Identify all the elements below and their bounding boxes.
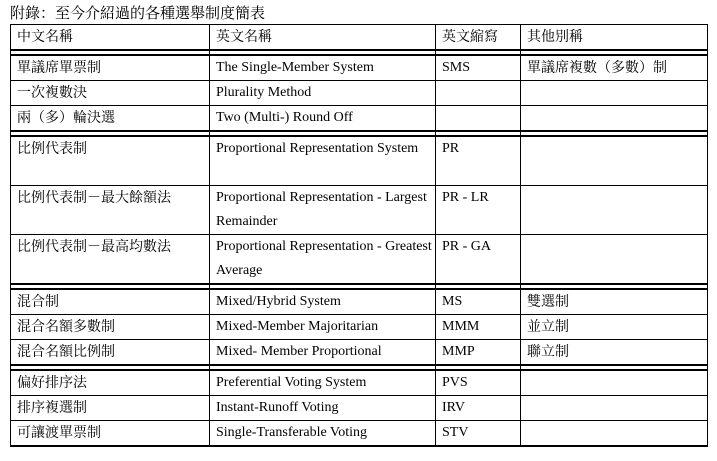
cell-alias <box>521 81 708 106</box>
cell-english-name: Mixed/Hybrid System <box>210 289 436 315</box>
header-chinese-name: 中文名稱 <box>11 25 210 51</box>
table-row <box>11 81 708 106</box>
cell-english-name: The Single-Member System <box>210 55 436 81</box>
cell-english-name: Proportional Representation - Greatest Average <box>210 235 436 285</box>
cell-alias <box>521 396 708 421</box>
table-row <box>11 421 708 447</box>
table-row <box>11 289 708 315</box>
cell-chinese-name: 混合制 <box>11 289 210 315</box>
cell-english-name: Proportional Representation - Largest Remainder <box>210 186 436 235</box>
cell-abbreviation <box>436 106 521 132</box>
table-row <box>11 370 708 396</box>
cell-english-name: Two (Multi-) Round Off <box>210 106 436 132</box>
cell-abbreviation: MMM <box>436 315 521 340</box>
table-row <box>11 55 708 81</box>
cell-chinese-name: 混合名額比例制 <box>11 340 210 366</box>
table-row <box>11 106 708 132</box>
cell-abbreviation: SMS <box>436 55 521 81</box>
cell-english-name: Preferential Voting System <box>210 370 436 396</box>
cell-abbreviation: STV <box>436 421 521 447</box>
cell-abbreviation: MS <box>436 289 521 315</box>
cell-abbreviation: MMP <box>436 340 521 366</box>
cell-english-name: Mixed-Member Majoritarian <box>210 315 436 340</box>
header-english-name: 英文名稱 <box>210 25 436 51</box>
cell-alias: 單議席複數（多數）制 <box>521 55 708 81</box>
cell-alias: 並立制 <box>521 315 708 340</box>
table-row <box>11 396 708 421</box>
cell-abbreviation: PR - GA <box>436 235 521 285</box>
cell-alias <box>521 136 708 186</box>
cell-chinese-name: 單議席單票制 <box>11 55 210 81</box>
cell-chinese-name: 排序複選制 <box>11 396 210 421</box>
cell-alias <box>521 106 708 132</box>
cell-chinese-name: 比例代表制－最高均數法 <box>11 235 210 285</box>
cell-chinese-name: 可讓渡單票制 <box>11 421 210 447</box>
electoral-systems-table <box>10 24 708 447</box>
cell-chinese-name: 兩（多）輪決選 <box>11 106 210 132</box>
table-row <box>11 186 708 235</box>
cell-alias: 雙選制 <box>521 289 708 315</box>
cell-alias <box>521 421 708 447</box>
cell-abbreviation: PVS <box>436 370 521 396</box>
cell-english-name: Plurality Method <box>210 81 436 106</box>
table-row <box>11 235 708 285</box>
cell-abbreviation: IRV <box>436 396 521 421</box>
cell-abbreviation: PR <box>436 136 521 186</box>
cell-alias <box>521 370 708 396</box>
header-abbreviation: 英文縮寫 <box>436 25 521 51</box>
cell-english-name: Single-Transferable Voting <box>210 421 436 447</box>
cell-chinese-name: 混合名額多數制 <box>11 315 210 340</box>
cell-english-name: Instant-Runoff Voting <box>210 396 436 421</box>
cell-chinese-name: 一次複數決 <box>11 81 210 106</box>
cell-english-name: Proportional Representation System <box>210 136 436 186</box>
table-row <box>11 315 708 340</box>
cell-abbreviation: PR - LR <box>436 186 521 235</box>
page-title: 附錄：至今介紹過的各種選舉制度簡表 <box>10 4 266 22</box>
cell-english-name: Mixed- Member Proportional <box>210 340 436 366</box>
cell-alias <box>521 186 708 235</box>
cell-chinese-name: 偏好排序法 <box>11 370 210 396</box>
cell-chinese-name: 比例代表制 <box>11 136 210 186</box>
cell-alias: 聯立制 <box>521 340 708 366</box>
cell-abbreviation <box>436 81 521 106</box>
table-header-row <box>11 25 708 51</box>
header-alias: 其他別稱 <box>521 25 708 51</box>
cell-alias <box>521 235 708 285</box>
table-row <box>11 340 708 366</box>
table-row <box>11 136 708 186</box>
cell-chinese-name: 比例代表制－最大餘額法 <box>11 186 210 235</box>
